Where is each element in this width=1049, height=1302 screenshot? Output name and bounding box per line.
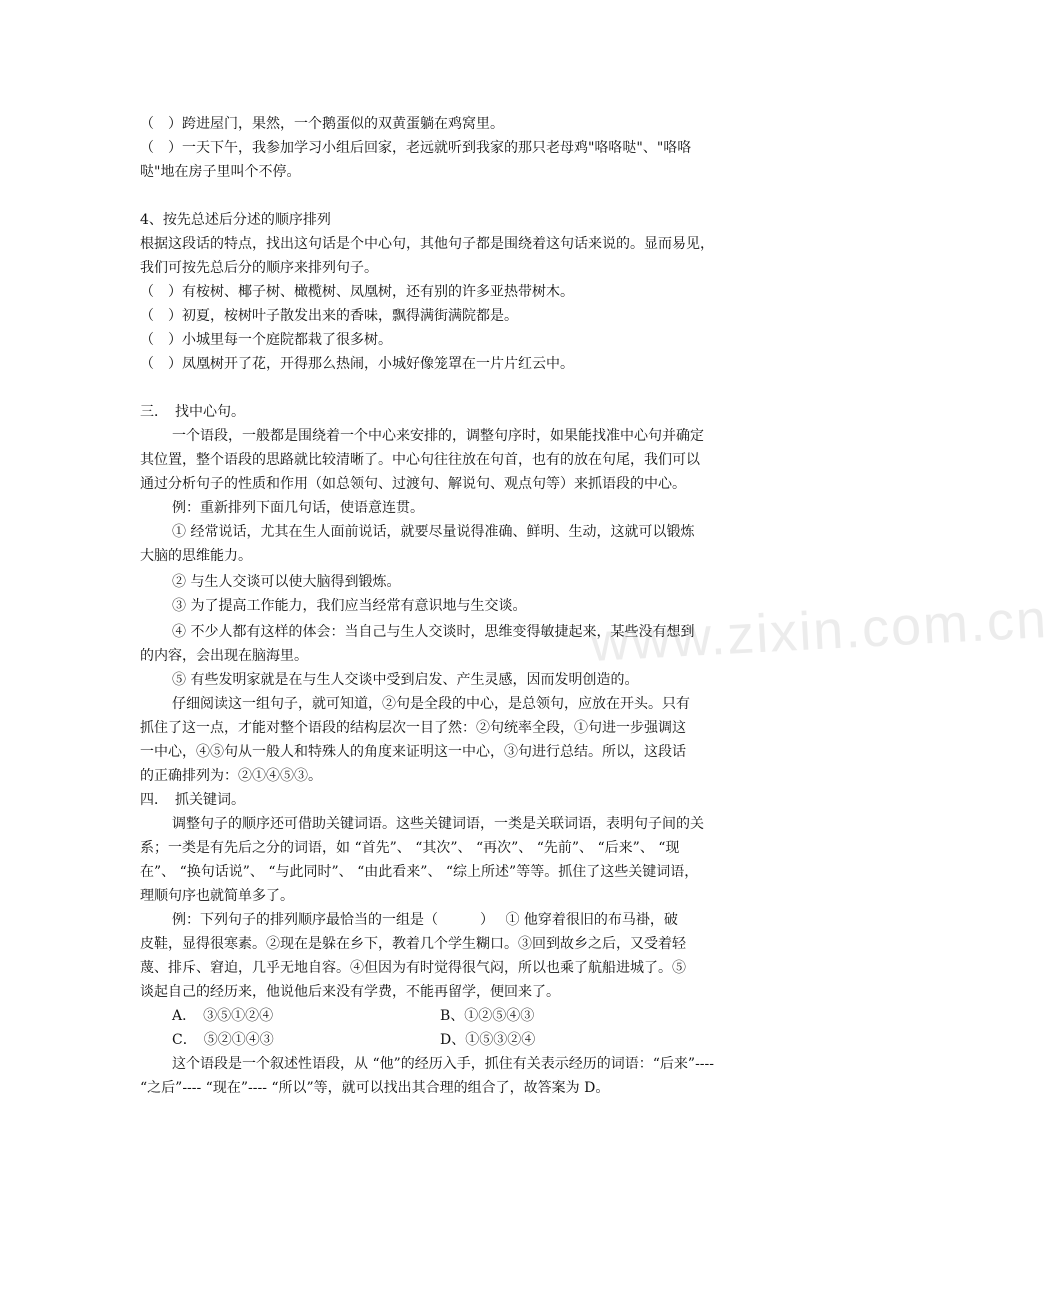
- sentence-3: ③ 为了提高工作能力，我们应当经常有意识地与生交谈。: [172, 598, 527, 614]
- option-b: B、①②⑤④③: [440, 1008, 535, 1024]
- analysis-line: 抓住了这一点，才能对整个语段的结构层次一目了然：②句统率全段，①句进一步强调这: [140, 720, 686, 736]
- paragraph-line: 其位置，整个语段的思路就比较清晰了。中心句往往放在句首，也有的放在句尾，我们可以: [140, 452, 700, 468]
- section-heading: 四． 抓关键词。: [140, 792, 245, 808]
- conclusion-line: 这个语段是一个叙述性语段，从 “他”的经历入手，抓住有关表示经历的词语：“后来”----: [172, 1056, 714, 1072]
- order-item: （ ）初夏，桉树叶子散发出来的香味，飘得满街满院都是。: [140, 308, 518, 324]
- example-line: 例：下列句子的排列顺序最恰当的一组是（ ） ① 他穿着很旧的布马褂，破: [172, 912, 678, 928]
- paragraph-line: 我们可按先总后分的顺序来排列句子。: [140, 260, 378, 276]
- paragraph-line: 理顺句序也就简单多了。: [140, 888, 294, 904]
- order-item: （ ）跨进屋门，果然，一个鹅蛋似的双黄蛋躺在鸡窝里。: [140, 116, 504, 132]
- paragraph-line: 根据这段话的特点，找出这句话是个中心句，其他句子都是围绕着这句话来说的。显而易见，: [140, 236, 714, 252]
- sentence-1: ① 经常说话，尤其在生人面前说话，就要尽量说得准确、鲜明、生动，这就可以锻炼: [172, 524, 695, 540]
- analysis-line: 一中心，④⑤句从一般人和特殊人的角度来证明这一中心，③句进行总结。所以，这段话: [140, 744, 686, 760]
- conclusion-line: “之后”---- “现在”---- “所以”等，就可以找出其合理的组合了，故答案为 D。: [140, 1080, 610, 1096]
- watermark: www.zixin.com.cn: [588, 589, 1049, 673]
- option-d: D、①⑤③②④: [440, 1032, 536, 1048]
- sentence-1-continued: 大脑的思维能力。: [140, 548, 252, 564]
- paragraph-line: 系；一类是有先后之分的词语，如 “首先”、 “其次”、 “再次”、 “先前”、 “后来”、 “现: [140, 840, 680, 856]
- sentence-4-continued: 的内容，会出现在脑海里。: [140, 648, 308, 664]
- order-item: （ ）一天下午，我参加学习小组后回家，老远就听到我家的那只老母鸡"咯咯哒"、"咯咯: [140, 140, 692, 156]
- section-heading: 4、按先总述后分述的顺序排列: [140, 212, 331, 228]
- order-item-continued: 哒"地在房子里叫个不停。: [140, 164, 301, 180]
- order-item: （ ）有桉树、椰子树、橄榄树、凤凰树，还有别的许多亚热带树木。: [140, 284, 574, 300]
- sentence-4: ④ 不少人都有这样的体会：当自己与生人交谈时，思维变得敏捷起来，某些没有想到: [172, 624, 695, 640]
- order-item: （ ）凤凰树开了花，开得那么热闹，小城好像笼罩在一片片红云中。: [140, 356, 574, 372]
- example-line: 皮鞋，显得很寒素。②现在是躲在乡下，教着几个学生糊口。③回到故乡之后，又受着轻: [140, 936, 686, 952]
- paragraph-line: 通过分析句子的性质和作用（如总领句、过渡句、解说句、观点句等）来抓语段的中心。: [140, 476, 686, 492]
- example-line: 谈起自己的经历来，他说他后来没有学费，不能再留学，便回来了。: [140, 984, 560, 1000]
- analysis-line: 的正确排列为：②①④⑤③。: [140, 768, 322, 784]
- paragraph-line: 调整句子的顺序还可借助关键词语。这些关键词语，一类是关联词语，表明句子间的关: [172, 816, 704, 832]
- sentence-5: ⑤ 有些发明家就是在与生人交谈中受到启发、产生灵感，因而发明创造的。: [172, 672, 639, 688]
- sentence-2: ② 与生人交谈可以使大脑得到锻炼。: [172, 574, 401, 590]
- analysis-line: 仔细阅读这一组句子，就可知道，②句是全段的中心，是总领句，应放在开头。只有: [172, 696, 690, 712]
- paragraph-line: 在”、 “换句话说”、 “与此同时”、 “由此看来”、 “综上所述”等等。抓住了这些关键词语，: [140, 864, 699, 880]
- section-heading: 三． 找中心句。: [140, 404, 245, 420]
- example-line: 蔑、排斥、窘迫，几乎无地自容。④但因为有时觉得很气闷，所以也乘了航船进城了。⑤: [140, 960, 686, 976]
- example-intro: 例：重新排列下面几句话，使语意连贯。: [172, 500, 424, 516]
- paragraph-line: 一个语段，一般都是围绕着一个中心来安排的，调整句序时，如果能找准中心句并确定: [172, 428, 704, 444]
- option-c: C． ⑤②①④③: [172, 1032, 274, 1048]
- option-a: A． ③⑤①②④: [172, 1008, 274, 1024]
- order-item: （ ）小城里每一个庭院都栽了很多树。: [140, 332, 392, 348]
